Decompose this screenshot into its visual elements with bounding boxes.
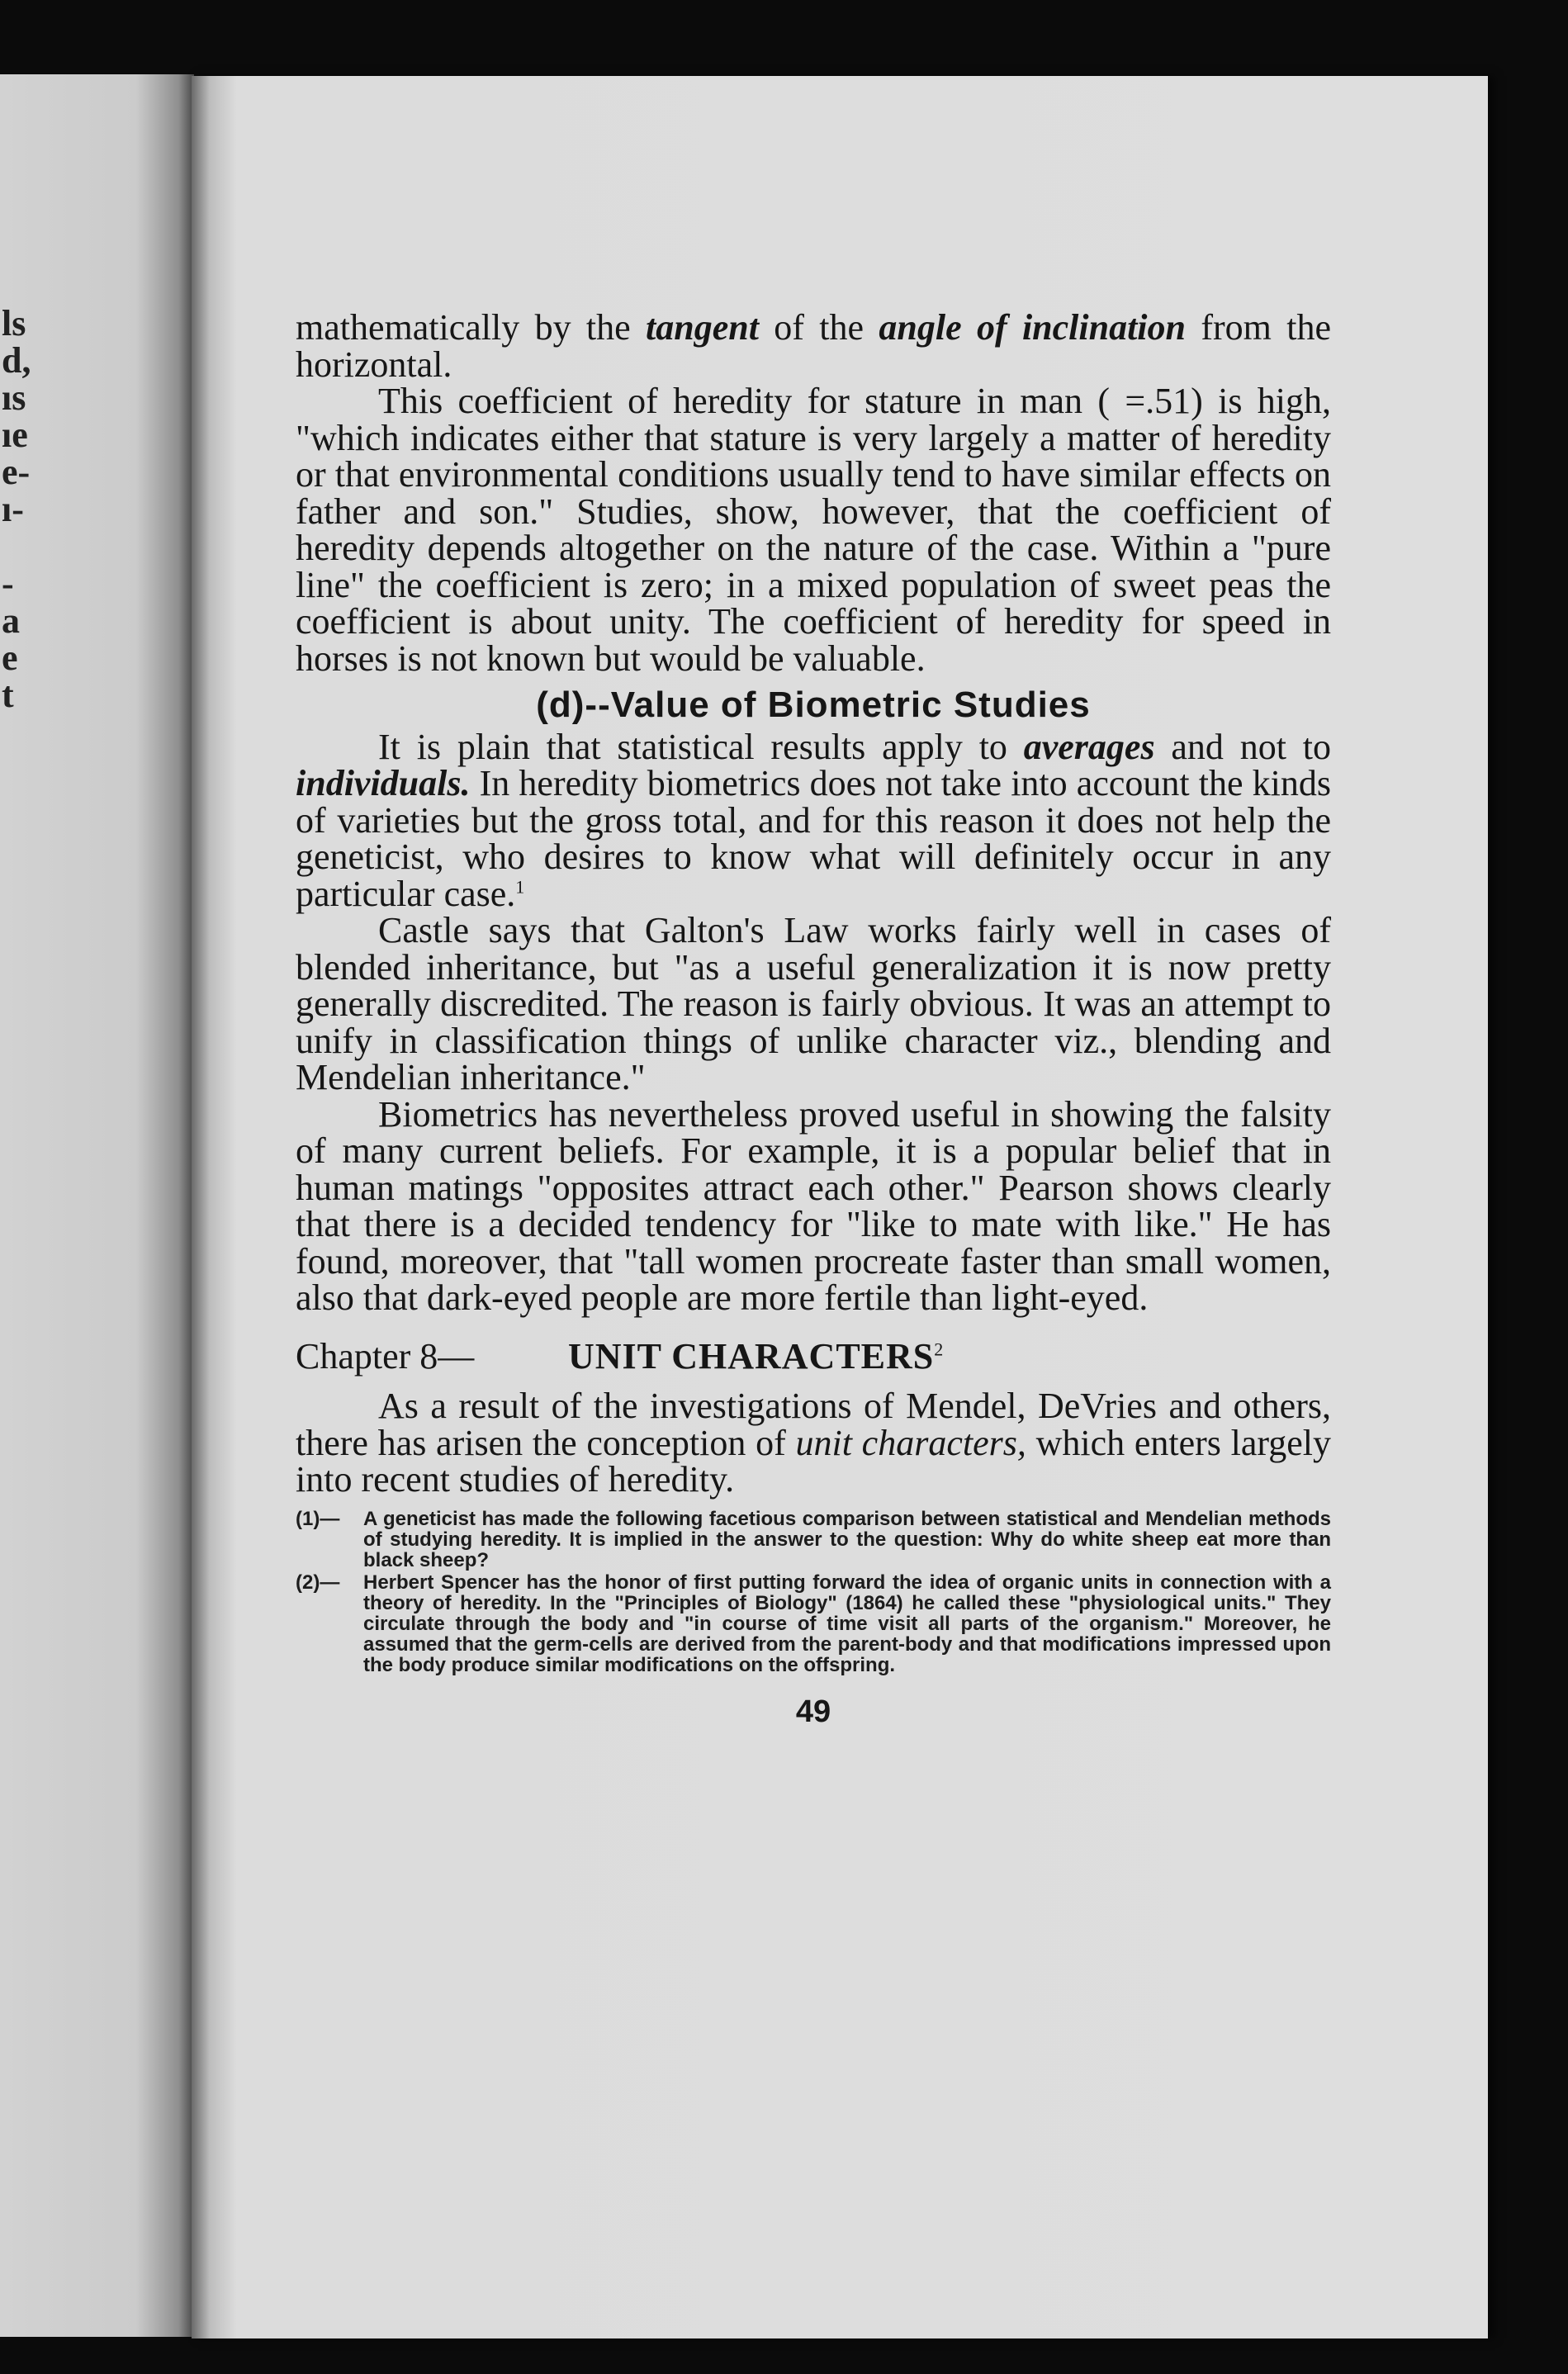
facing-page-fragment: - bbox=[2, 563, 14, 604]
paragraph-4: Castle says that Galton's Law works fairly well in cases of blended inheritance, but "as a useful generalization it is now pretty generally discredited. The reason is fairly obvious. It was an attempt to unify in classification things of unlike character viz., blending and Mendelian inheritance." bbox=[296, 910, 1331, 1097]
text-run: and not to bbox=[1154, 726, 1331, 767]
footnote-ref-2: 2 bbox=[934, 1338, 944, 1359]
emphasis-individuals: individuals. bbox=[296, 763, 471, 803]
section-heading: (d)--Value of Biometric Studies bbox=[536, 685, 1091, 725]
footnote-mark: (2)— bbox=[296, 1571, 340, 1594]
facing-page-fragment: e- bbox=[2, 452, 31, 492]
paragraph-3 bbox=[296, 726, 1331, 914]
facing-page-fragment: ıe bbox=[2, 415, 28, 455]
facing-page-fragment: e bbox=[2, 637, 18, 678]
text-run: of the bbox=[758, 307, 879, 348]
chapter-title: UNIT CHARACTERS bbox=[568, 1335, 935, 1377]
footnote-1 bbox=[296, 1509, 1331, 1571]
footnote-ref-1: 1 bbox=[515, 875, 525, 897]
footnotes bbox=[296, 1509, 1331, 1675]
facing-page-fragment: a bbox=[2, 600, 20, 641]
paragraph-5: Biometrics has nevertheless proved useful in showing the falsity of many current beliefs. For example, it is a popular belief that in human matings "opposites attract each other." Pearson shows clearly that there is a decided tendency for "like to mate with like." He has found, moreover, that "tall women procreate faster than small women, also that dark-eyed people are more fertile than light-eyed. bbox=[296, 1093, 1331, 1318]
facing-page-fragment: ls bbox=[2, 303, 26, 344]
text-run: from the horizontal. bbox=[296, 307, 1331, 385]
chapter-heading bbox=[296, 1335, 1331, 1377]
footnote-text: Herbert Spencer has the honor of first putting forward the idea of organic units in connection with a theory of heredity. In the "Principles of Biology" (1864) he called these "physiological units." They circulate through the body and "in course of time visit all parts of the organism." Moreover, he assumed that the germ-cells are derived from the parent-body and that modifications impressed upon the body produce similar modifications on the offspring. bbox=[363, 1571, 1331, 1676]
text-run: which enters largely into recent studies of heredity. bbox=[296, 1422, 1332, 1500]
text-run: In heredity biometrics does not take into account the kinds of varieties but the gross total, and for this reason it does not help the geneticist, who desires to know what will definitely occur in any particular case. bbox=[296, 763, 1331, 914]
emphasis-averages: averages bbox=[1023, 726, 1155, 767]
facing-page-edge bbox=[0, 74, 194, 2337]
emphasis-angle: angle of inclination bbox=[879, 307, 1187, 348]
footnote-2 bbox=[296, 1572, 1331, 1675]
text-run: It is plain that statistical results apply to bbox=[378, 726, 1024, 767]
page-text bbox=[296, 307, 1332, 1730]
text-run: As a result of the investigations of Mendel, DeVries and others, there has arisen the conception of bbox=[296, 1386, 1331, 1463]
facing-page-fragment: ı- bbox=[2, 489, 24, 529]
footnote-text: A geneticist has made the following facetious comparison between statistical and Mendelian methods of studying heredity. It is implied in the answer to the question: Why do white sheep eat more than black sheep? bbox=[363, 1507, 1331, 1571]
facing-page-fragment: t bbox=[2, 675, 14, 715]
facing-page-fragment: ıs bbox=[2, 377, 26, 418]
chapter-label: Chapter 8— bbox=[296, 1335, 475, 1377]
emphasis-tangent: tangent bbox=[646, 307, 759, 348]
text-run: mathematically by the bbox=[296, 307, 647, 348]
facing-page-fragment: d, bbox=[2, 340, 31, 381]
emphasis-unit-characters: unit characters, bbox=[795, 1422, 1026, 1463]
footnote-mark: (1)— bbox=[296, 1507, 340, 1530]
paragraph-2: This coefficient of heredity for stature in man ( =.51) is high, "which indicates either that stature is very largely a matter of heredity or that environmental conditions usually tend to have similar effects on father and son." Studies, show, however, that the coefficient of heredity depends altogether on the nature of the case. Within a "pure line" the coefficient is zero; in a mixed population of sweet peas the coefficient is about unity. The coefficient of heredity for speed in horses is not known but would be valuable. bbox=[296, 381, 1331, 679]
paragraph-6 bbox=[296, 1388, 1331, 1499]
paragraph-1 bbox=[296, 307, 1331, 385]
page-number: 49 bbox=[795, 1694, 831, 1729]
